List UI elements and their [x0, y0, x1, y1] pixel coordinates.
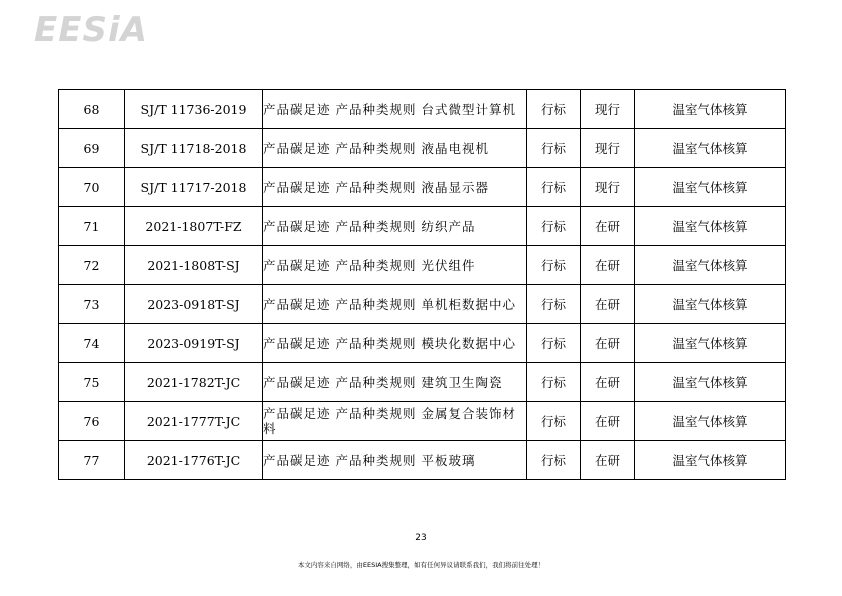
- table-row: [59, 324, 786, 363]
- standard-title: 产品碳足迹 产品种类规则 单机柜数据中心: [263, 285, 527, 324]
- standard-status: 在研: [581, 363, 635, 402]
- standard-code: 2023-0918T-SJ: [125, 285, 263, 324]
- row-number: 73: [59, 285, 125, 324]
- standard-title: 产品碳足迹 产品种类规则 建筑卫生陶瓷: [263, 363, 527, 402]
- table-row: [59, 207, 786, 246]
- table-row: [59, 246, 786, 285]
- standard-type: 行标: [527, 441, 581, 480]
- standard-code: 2021-1808T-SJ: [125, 246, 263, 285]
- standard-title: 产品碳足迹 产品种类规则 台式微型计算机: [263, 90, 527, 129]
- table-row: [59, 441, 786, 480]
- standard-code: 2021-1777T-JC: [125, 402, 263, 441]
- standard-type: 行标: [527, 207, 581, 246]
- standard-category: 温室气体核算: [635, 402, 786, 441]
- standard-type: 行标: [527, 246, 581, 285]
- row-number: 70: [59, 168, 125, 207]
- standard-code: 2021-1782T-JC: [125, 363, 263, 402]
- standard-status: 在研: [581, 402, 635, 441]
- standard-status: 在研: [581, 441, 635, 480]
- standard-status: 在研: [581, 324, 635, 363]
- standards-table: [58, 89, 786, 480]
- row-number: 71: [59, 207, 125, 246]
- standard-category: 温室气体核算: [635, 285, 786, 324]
- standard-status: 在研: [581, 246, 635, 285]
- standard-title: 产品碳足迹 产品种类规则 液晶电视机: [263, 129, 527, 168]
- standard-title: 产品碳足迹 产品种类规则 纺织产品: [263, 207, 527, 246]
- eesia-logo: EESiA: [34, 10, 148, 50]
- standard-category: 温室气体核算: [635, 207, 786, 246]
- row-number: 74: [59, 324, 125, 363]
- standard-status: 现行: [581, 90, 635, 129]
- standard-title: 产品碳足迹 产品种类规则 光伏组件: [263, 246, 527, 285]
- standard-category: 温室气体核算: [635, 168, 786, 207]
- standard-title: 产品碳足迹 产品种类规则 平板玻璃: [263, 441, 527, 480]
- standard-type: 行标: [527, 402, 581, 441]
- standard-code: 2021-1776T-JC: [125, 441, 263, 480]
- standard-status: 在研: [581, 207, 635, 246]
- standard-code: SJ/T 11718-2018: [125, 129, 263, 168]
- standard-title: 产品碳足迹 产品种类规则 液晶显示器: [263, 168, 527, 207]
- table-row: [59, 129, 786, 168]
- standard-category: 温室气体核算: [635, 246, 786, 285]
- table-row: [59, 168, 786, 207]
- standard-category: 温室气体核算: [635, 441, 786, 480]
- standard-type: 行标: [527, 129, 581, 168]
- table-row: [59, 363, 786, 402]
- standard-type: 行标: [527, 168, 581, 207]
- row-number: 75: [59, 363, 125, 402]
- standard-code: 2021-1807T-FZ: [125, 207, 263, 246]
- standard-title: 产品碳足迹 产品种类规则 模块化数据中心: [263, 324, 527, 363]
- standard-code: 2023-0919T-SJ: [125, 324, 263, 363]
- standard-status: 现行: [581, 168, 635, 207]
- row-number: 77: [59, 441, 125, 480]
- standard-status: 在研: [581, 285, 635, 324]
- standard-status: 现行: [581, 129, 635, 168]
- row-number: 72: [59, 246, 125, 285]
- row-number: 76: [59, 402, 125, 441]
- standard-category: 温室气体核算: [635, 129, 786, 168]
- footer-disclaimer: 本文内容来自网络，由EESIA搜集整理，如有任何异议请联系我们，我们将前往处理！: [297, 561, 545, 569]
- table-row: [59, 90, 786, 129]
- standard-type: 行标: [527, 324, 581, 363]
- standard-title: 产品碳足迹 产品种类规则 金属复合装饰材料: [263, 402, 527, 441]
- row-number: 68: [59, 90, 125, 129]
- standard-code: SJ/T 11736-2019: [125, 90, 263, 129]
- standard-type: 行标: [527, 363, 581, 402]
- standard-type: 行标: [527, 90, 581, 129]
- standard-category: 温室气体核算: [635, 324, 786, 363]
- table-row: [59, 285, 786, 324]
- standard-category: 温室气体核算: [635, 90, 786, 129]
- row-number: 69: [59, 129, 125, 168]
- standard-code: SJ/T 11717-2018: [125, 168, 263, 207]
- table-row: [59, 402, 786, 441]
- standard-type: 行标: [527, 285, 581, 324]
- page-number: 23: [415, 533, 427, 543]
- standard-category: 温室气体核算: [635, 363, 786, 402]
